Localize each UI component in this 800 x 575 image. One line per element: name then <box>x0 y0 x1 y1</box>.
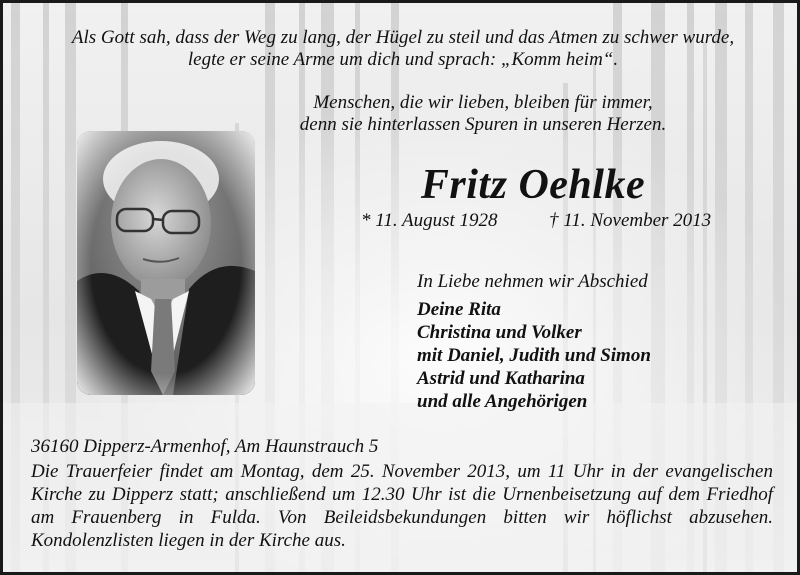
ceremony-details: Die Trauerfeier findet am Montag, dem 25. November 2013, um 11 Uhr in der evangelischen Kirche zu Dipperz statt; anschließend um 12.30 Uhr ist die Urnenbeisetzung auf dem Friedhof am Frauenberg in Fulda. Von Beileidsbekundungen bitten wir höflichst abzusehen. Kondolenzlisten liegen in der Kirche aus. <box>31 461 773 551</box>
quote-text <box>31 27 775 71</box>
mourners-list <box>417 298 651 413</box>
verse-text <box>203 92 763 136</box>
quote-line-2: legte er seine Arme um dich und sprach: „Komm heim“. <box>187 49 619 70</box>
mourner-line: Deine Rita <box>417 299 501 320</box>
mourner-line: Christina und Volker <box>417 322 582 343</box>
verse-line-2: denn sie hinterlassen Spuren in unseren Herzen. <box>299 114 667 135</box>
birth-date: * 11. August 1928 <box>361 210 498 231</box>
deceased-name: Fritz Oehlke <box>420 162 646 208</box>
quote-line-1: Als Gott sah, dass der Weg zu lang, der Hügel zu steil und das Atmen zu schwer wurde, <box>71 27 735 48</box>
mourner-line: mit Daniel, Judith und Simon <box>417 345 651 366</box>
death-date: † 11. November 2013 <box>549 210 712 231</box>
farewell-line: In Liebe nehmen wir Abschied <box>417 271 648 292</box>
portrait-photo <box>77 131 255 395</box>
mourner-line: Astrid und Katharina <box>417 368 585 389</box>
family-address: 36160 Dipperz-Armenhof, Am Haunstrauch 5 <box>31 436 379 457</box>
mourner-line: und alle Angehörigen <box>417 391 588 412</box>
verse-line-1: Menschen, die wir lieben, bleiben für immer, <box>313 92 653 113</box>
